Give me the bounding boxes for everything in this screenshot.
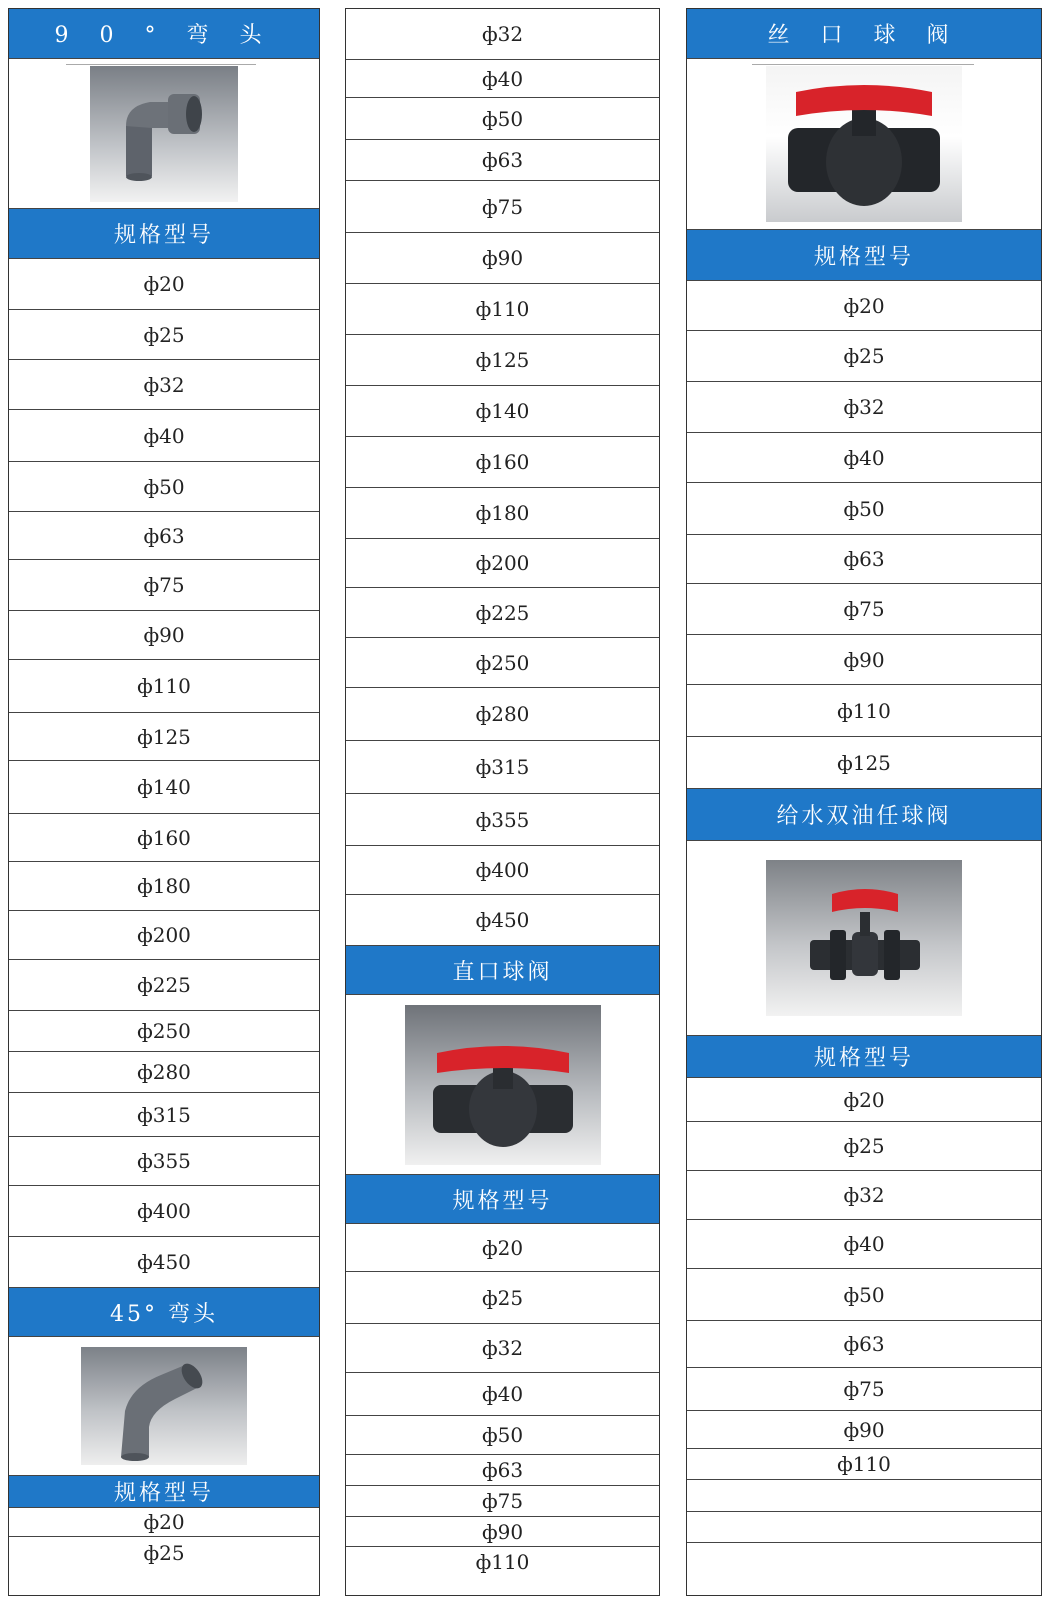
spec-row: ф32: [687, 1171, 1041, 1220]
spec-row: ф63: [346, 1455, 659, 1486]
section-title-45-elbow: 45° 弯头: [9, 1288, 319, 1337]
section-title-spec: 规格型号: [9, 209, 319, 259]
spec-row: ф180: [9, 862, 319, 911]
section-title-spec: 规格型号: [346, 1175, 659, 1224]
spec-row: ф32: [687, 382, 1041, 433]
spec-row: ф63: [346, 140, 659, 181]
spec-row: ф40: [687, 433, 1041, 483]
spec-row: ф110: [9, 660, 319, 713]
spec-row: ф50: [687, 1269, 1041, 1321]
spec-row: ф140: [346, 386, 659, 437]
spec-row: ф400: [346, 846, 659, 895]
spec-row: ф90: [346, 233, 659, 284]
spec-row: ф75: [9, 560, 319, 611]
spec-row: ф40: [346, 60, 659, 98]
spec-row: ф75: [346, 1486, 659, 1517]
spec-row: ф200: [346, 539, 659, 588]
ball-valve-icon: [766, 860, 962, 1016]
spec-row: ф140: [9, 761, 319, 814]
spec-row: ф90: [346, 1517, 659, 1547]
spec-column-1: [8, 8, 320, 1596]
spec-row: ф125: [9, 713, 319, 761]
spec-row: ф180: [346, 488, 659, 539]
spec-row: ф20: [687, 281, 1041, 331]
section-title-90-elbow: 9 0 ° 弯 头: [9, 9, 319, 59]
spec-row: ф90: [687, 635, 1041, 685]
product-image-double-union-ball-valve: [687, 841, 1041, 1036]
spec-row: ф200: [9, 911, 319, 960]
spec-row: ф315: [346, 741, 659, 794]
spec-row: ф400: [9, 1186, 319, 1237]
spec-row: ф355: [346, 794, 659, 846]
spec-row: ф315: [9, 1093, 319, 1137]
spec-row: ф20: [687, 1078, 1041, 1122]
spec-row: ф50: [9, 462, 319, 512]
section-title-spec: 规格型号: [687, 230, 1041, 281]
spec-row: ф25: [687, 331, 1041, 382]
elbow-45-icon: [81, 1347, 247, 1465]
ball-valve-icon: [766, 66, 962, 222]
spec-row: ф25: [9, 310, 319, 360]
spec-row: ф40: [346, 1373, 659, 1416]
spec-row: ф32: [346, 1324, 659, 1373]
section-title-straight-ball-valve: 直口球阀: [346, 946, 659, 995]
spec-row: ф450: [9, 1237, 319, 1288]
spec-row: ф20: [9, 1508, 319, 1537]
spec-row: ф160: [346, 437, 659, 488]
elbow-90-icon: [90, 66, 238, 202]
spec-row: ф63: [687, 1321, 1041, 1368]
spec-row: ф50: [687, 483, 1041, 535]
spec-column-2: [345, 8, 660, 1596]
section-title-threaded-ball-valve: 丝 口 球 阀: [687, 9, 1041, 59]
spec-row: ф280: [9, 1052, 319, 1093]
spec-row: ф250: [9, 1011, 319, 1052]
spec-row: ф20: [346, 1224, 659, 1272]
spec-row: ф355: [9, 1137, 319, 1186]
section-title-spec: 规格型号: [687, 1036, 1041, 1078]
spec-row: ф32: [346, 9, 659, 60]
spec-row: ф25: [346, 1272, 659, 1324]
product-image-straight-ball-valve: [346, 995, 659, 1175]
spec-row: ф110: [346, 284, 659, 335]
spec-row: ф110: [475, 1549, 530, 1574]
spec-row: ф250: [346, 638, 659, 688]
spec-row: ф32: [9, 360, 319, 410]
spec-row: ф40: [687, 1220, 1041, 1269]
spec-row: ф40: [9, 410, 319, 462]
section-title-spec: 规格型号: [9, 1476, 319, 1508]
spec-row: ф225: [9, 960, 319, 1011]
spec-row: ф110: [687, 1449, 1041, 1480]
empty-row: [687, 1543, 1041, 1574]
section-title-double-union-ball-valve: 给水双油任球阀: [687, 789, 1041, 841]
spec-column-3: [686, 8, 1042, 1596]
spec-row: ф25: [143, 1540, 185, 1565]
product-image-threaded-ball-valve: [687, 59, 1041, 230]
spec-row: ф90: [687, 1411, 1041, 1449]
spec-row: ф20: [9, 259, 319, 310]
spec-row: ф280: [346, 688, 659, 741]
spec-row: ф75: [687, 1368, 1041, 1411]
spec-row: ф90: [9, 611, 319, 660]
spec-row: ф63: [687, 535, 1041, 584]
spec-row: ф50: [346, 1416, 659, 1455]
spec-row: ф110: [687, 685, 1041, 737]
spec-row: ф63: [9, 512, 319, 560]
empty-row: [687, 1480, 1041, 1512]
spec-row: ф50: [346, 98, 659, 140]
spec-row: ф125: [687, 737, 1041, 789]
spec-row: ф125: [346, 335, 659, 386]
spec-row: ф75: [687, 584, 1041, 635]
ball-valve-icon: [405, 1005, 601, 1165]
product-image-90-elbow: [9, 59, 319, 209]
spec-row: ф160: [9, 814, 319, 862]
spec-row: ф225: [346, 588, 659, 638]
spec-row: ф25: [687, 1122, 1041, 1171]
spec-row: ф75: [346, 181, 659, 233]
empty-row: [687, 1512, 1041, 1543]
product-image-45-elbow: [9, 1337, 319, 1476]
spec-row: ф450: [346, 895, 659, 946]
